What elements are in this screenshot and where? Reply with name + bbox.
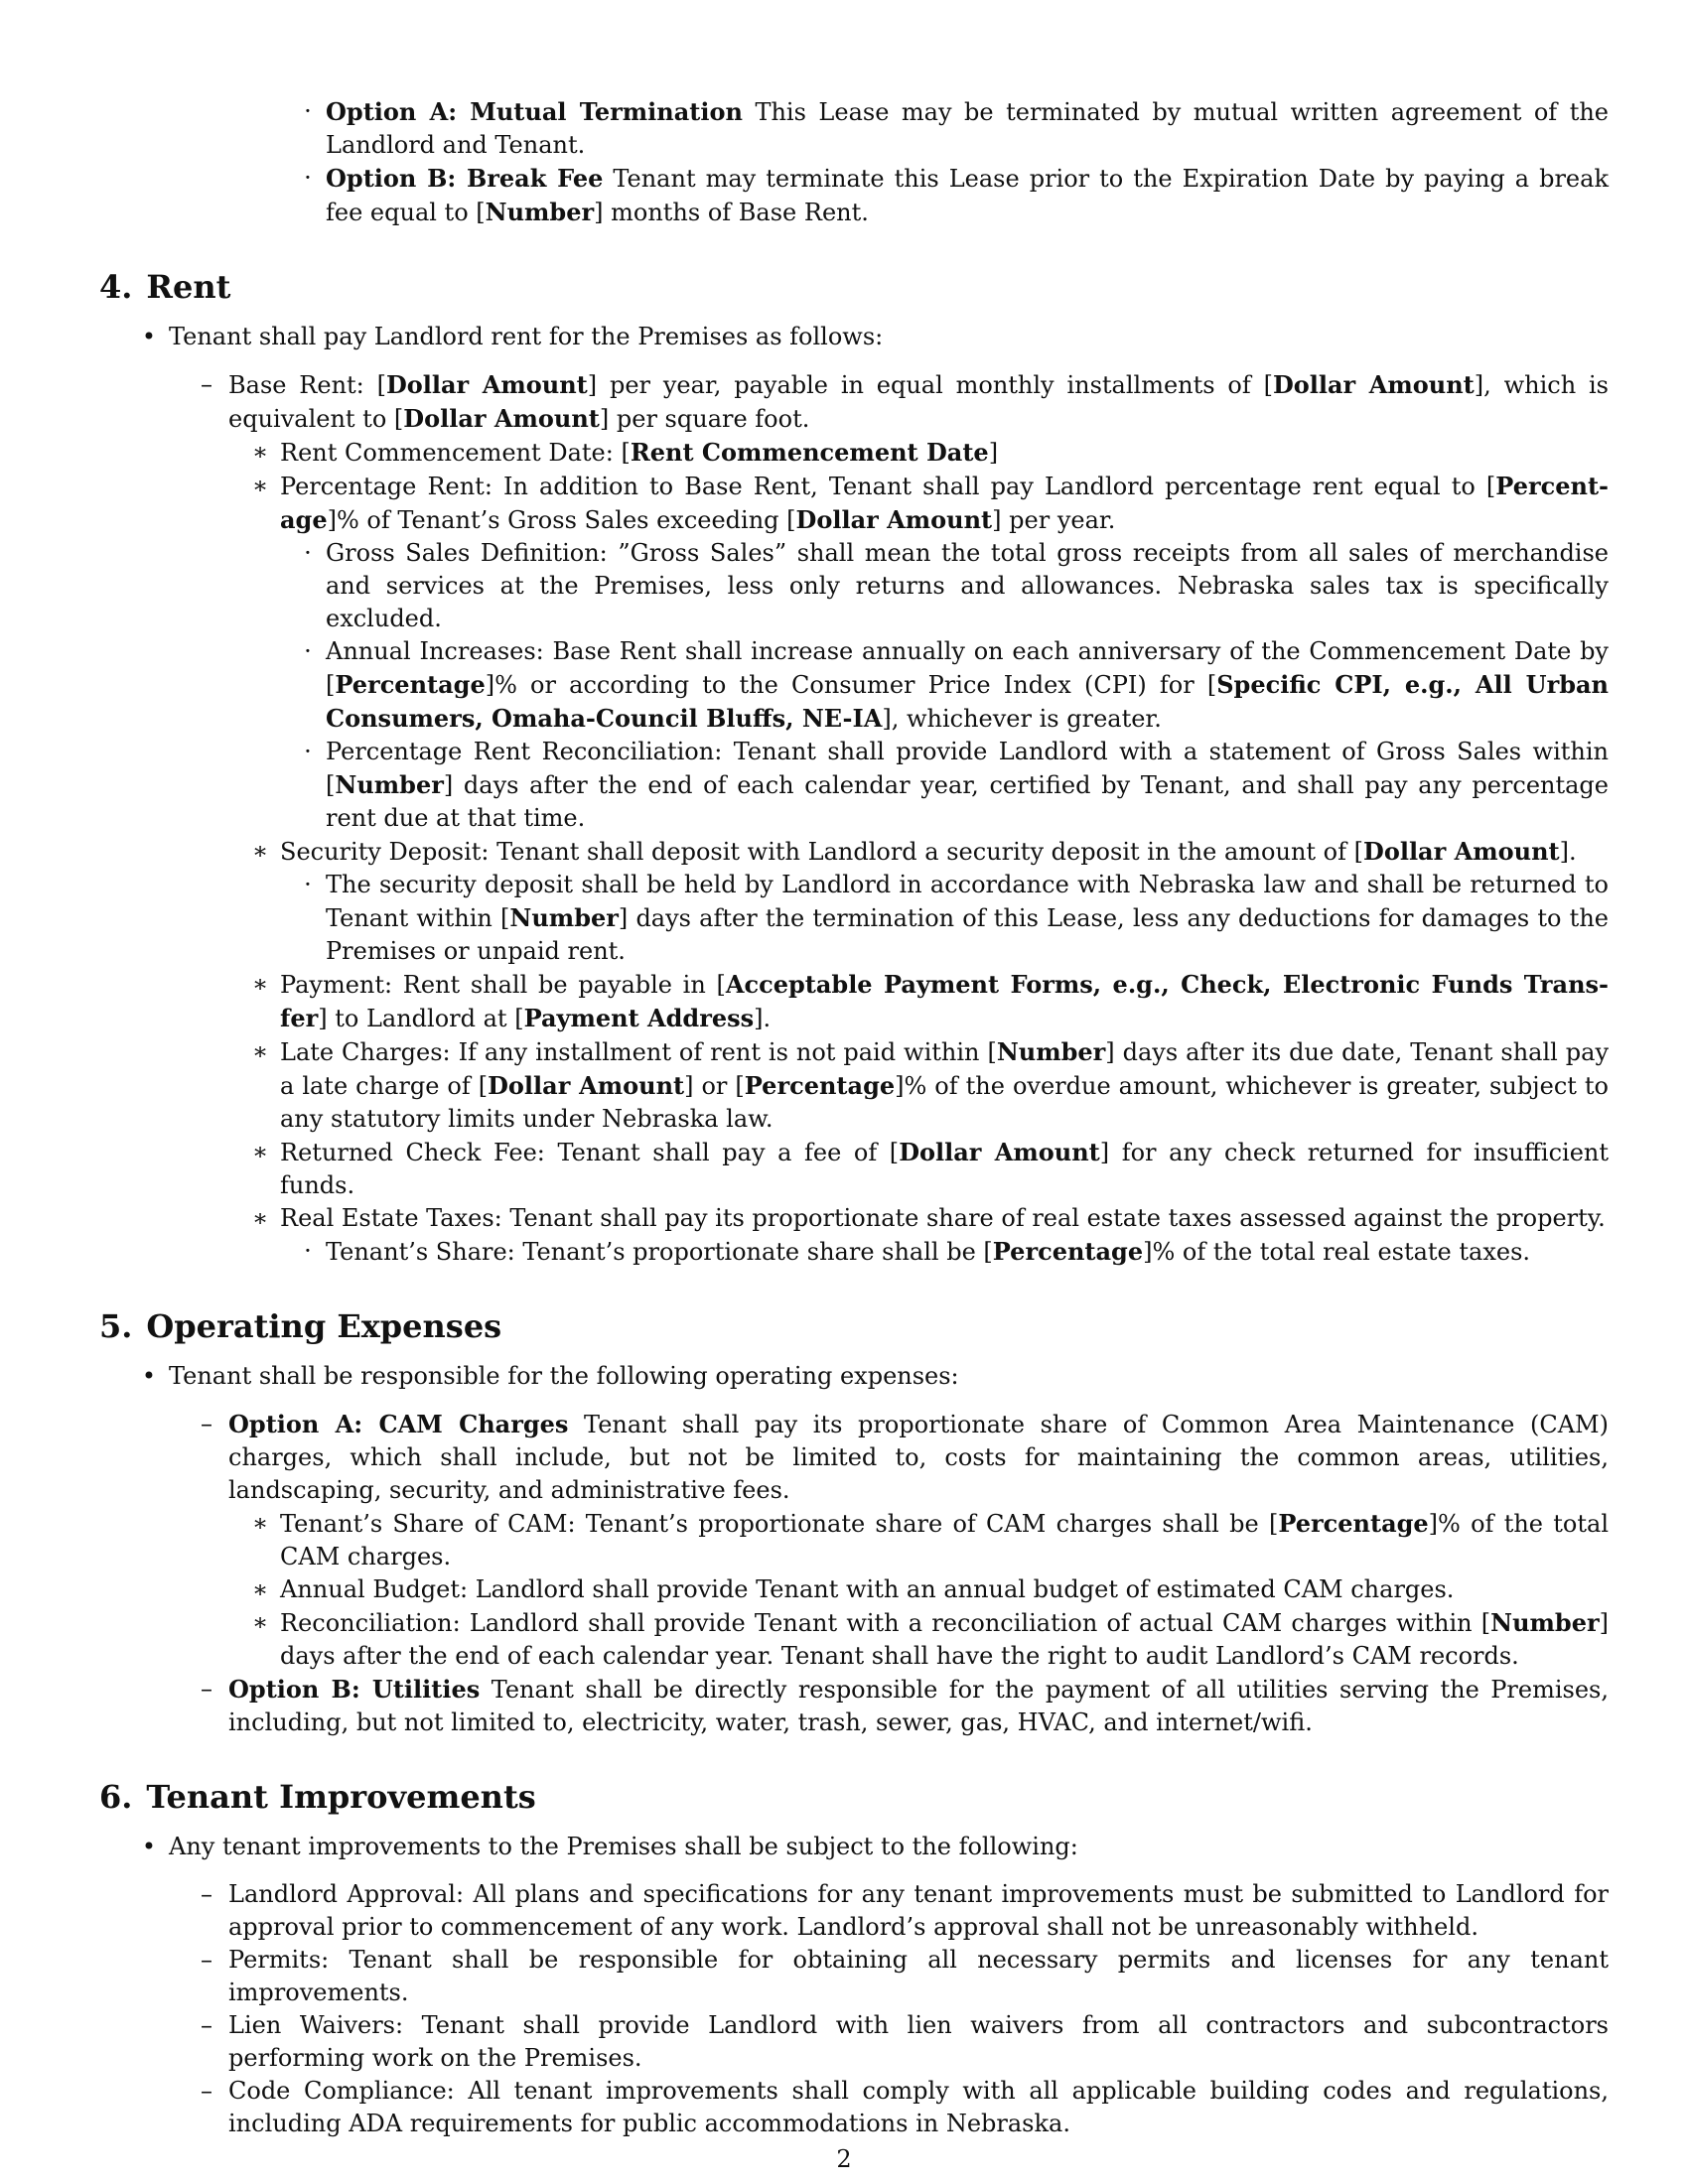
payment: ∗ Payment: Rent shall be payable in [Acceptable Payment Forms, e.g., Check, Electronic Funds Trans-fer] to Landlord at [Payment Address]. — [251, 970, 1610, 1032]
dash-marker: – — [201, 2077, 212, 2105]
star-marker: ∗ — [251, 1575, 269, 1603]
permits: – Permits: Tenant shall be responsible for obtaining all necessary permits and licenses for any tenant improvements. — [228, 1944, 1609, 2009]
bullet-marker: • — [141, 323, 157, 350]
placeholder: Percentage — [335, 670, 486, 699]
percentage-rent-reconciliation: · Percentage Rent Reconciliation: Tenant shall provide Landlord with a statement of Gross Sales within [Number] days after the end of each calendar year, certified by Tenant, and shall pay any percentage rent due at that time. — [326, 736, 1609, 835]
cam-share: ∗ Tenant’s Share of CAM: Tenant’s proportionate share of CAM charges shall be [Percentage]% of the total CAM charges. — [251, 1509, 1609, 1570]
placeholder: Dollar Amount — [1272, 370, 1475, 399]
star-marker: ∗ — [251, 438, 269, 466]
real-estate-taxes: ∗ Real Estate Taxes: Tenant shall pay its proportionate share of real estate taxes assessed against the property. — [280, 1202, 1609, 1235]
option-title: Option B: Break Fee — [326, 164, 604, 193]
placeholder: Number — [1490, 1608, 1600, 1637]
document-page — [99, 95, 1609, 2140]
bullet-marker: • — [141, 1833, 157, 1860]
placeholder: Rent Commencement Date — [630, 438, 989, 467]
section-heading-operating-expenses: 5. Operating Expenses — [99, 1307, 502, 1345]
dot-marker: · — [304, 539, 312, 567]
base-rent: – Base Rent: [Dollar Amount] per year, payable in equal monthly installments of [Dollar Amount], which is equivalent to [Dollar Amount] per square foot. — [228, 368, 1609, 436]
dash-marker: – — [201, 1880, 212, 1908]
option-a-cam-charges: – Option A: CAM Charges Tenant shall pay its proportionate share of Common Area Maintenance (CAM) charges, which shall include, but not be limited to, costs for maintaining the common areas, utilities, landscaping, security, and administrative fees. — [228, 1408, 1609, 1507]
bullet-marker: • — [141, 1362, 157, 1390]
annual-budget: ∗ Annual Budget: Landlord shall provide Tenant with an annual budget of estimated CAM charges. — [280, 1573, 1609, 1606]
termination-option-a: · Option A: Mutual Termination This Lease may be terminated by mutual written agreement of the Landlord and Tenant. — [326, 95, 1609, 162]
placeholder: Percentage — [1278, 1509, 1429, 1538]
dot-marker: · — [304, 738, 312, 765]
option-title: Option B: Utilities — [228, 1675, 481, 1704]
dot-marker: · — [304, 637, 312, 665]
star-marker: ∗ — [251, 970, 269, 998]
late-charges: ∗ Late Charges: If any installment of rent is not paid within [Number] days after its due date, Tenant shall pay a late charge of [Dollar Amount] or [Percentage]% of the overdue amount, whichever is greater, subject to any statutory limits under Nebraska law. — [251, 1037, 1610, 1133]
dash-marker: – — [201, 1675, 212, 1703]
landlord-approval: – Landlord Approval: All plans and specifications for any tenant improvements must be submitted to Landlord for approval prior to commencement of any work. Landlord’s approval shall not be unreasonably withheld. — [228, 1878, 1609, 1944]
gross-sales-definition: · Gross Sales Definition: ”Gross Sales” shall mean the total gross receipts from all sales of merchandise and services at the Premises, less only returns and allowances. Nebraska sales tax is specifically excluded. — [326, 537, 1609, 635]
option-title: Option A: Mutual Termination — [326, 97, 743, 126]
placeholder: Dollar Amount — [1363, 837, 1560, 866]
placeholder: Number — [485, 198, 595, 226]
page-number: 2 — [836, 2145, 852, 2173]
security-deposit: ∗ Security Deposit: Tenant shall deposit with Landlord a security deposit in the amount of [Dollar Amount]. — [251, 837, 1577, 866]
option-title: Option A: CAM Charges — [228, 1410, 569, 1438]
placeholder: Dollar Amount — [488, 1071, 685, 1100]
dash-marker: – — [201, 370, 212, 398]
lien-waivers: – Lien Waivers: Tenant shall provide Landlord with lien waivers from all contractors and subcontractors performing work on the Premises. — [228, 2009, 1609, 2075]
section-heading-rent: 4. Rent — [99, 268, 231, 306]
rent-commencement-date: ∗ Rent Commencement Date: [Rent Commencement Date] — [251, 438, 999, 467]
placeholder: Percentage — [744, 1071, 896, 1100]
placeholder: Specific CPI, e.g., All Urban Consumers, Omaha-Council Bluffs, NE-IA — [326, 670, 1610, 733]
security-deposit-held: · The security deposit shall be held by Landlord in accordance with Nebraska law and shall be returned to Tenant within [Number] days after the termination of this Lease, less any deductions for damages to the Premises or unpaid rent. — [326, 869, 1609, 968]
star-marker: ∗ — [251, 837, 269, 865]
operating-lead: • Tenant shall be responsible for the following operating expenses: — [169, 1360, 1609, 1393]
star-marker: ∗ — [251, 1204, 269, 1232]
option-b-utilities: – Option B: Utilities Tenant shall be directly responsible for the payment of all utilities serving the Premises, including, but not limited to, electricity, water, trash, sewer, gas, HVAC, and internet/wifi. — [228, 1673, 1609, 1739]
placeholder: Payment Address — [523, 1004, 755, 1032]
dot-marker: · — [304, 871, 312, 898]
dash-marker: – — [201, 2011, 212, 2039]
dot-marker: · — [304, 97, 312, 125]
star-marker: ∗ — [251, 1509, 269, 1537]
returned-check-fee: ∗ Returned Check Fee: Tenant shall pay a fee of [Dollar Amount] for any check returned for insufficient funds. — [251, 1138, 1610, 1199]
dot-marker: · — [304, 1237, 312, 1265]
placeholder: Number — [509, 903, 619, 932]
placeholder: Percent-age — [280, 472, 1609, 534]
placeholder: Percentage — [992, 1237, 1144, 1266]
tenants-share-taxes: · Tenant’s Share: Tenant’s proportionate share shall be [Percentage]% of the total real estate taxes. — [326, 1235, 1609, 1269]
rent-lead: • Tenant shall pay Landlord rent for the Premises as follows: — [169, 321, 1609, 353]
placeholder: Number — [996, 1037, 1106, 1066]
star-marker: ∗ — [251, 472, 269, 499]
star-marker: ∗ — [251, 1037, 269, 1065]
section-heading-tenant-improvements: 6. Tenant Improvements — [99, 1778, 536, 1816]
placeholder: Acceptable Payment Forms, e.g., Check, Electronic Funds Trans-fer — [280, 970, 1610, 1032]
placeholder: Dollar Amount — [795, 505, 993, 534]
cam-reconciliation: ∗ Reconciliation: Landlord shall provide Tenant with a reconciliation of actual CAM charges within [Number] days after the end of each calendar year. Tenant shall have the right to audit Landlord’s CAM records. — [251, 1608, 1609, 1670]
dash-marker: – — [201, 1410, 212, 1437]
termination-option-b: · Option B: Break Fee Tenant may terminate this Lease prior to the Expiration Date by paying a break fee equal to [Number] months of Base Rent. — [326, 162, 1609, 229]
code-compliance: – Code Compliance: All tenant improvements shall comply with all applicable building codes and regulations, including ADA requirements for public accommodations in Nebraska. — [228, 2075, 1609, 2140]
placeholder: Dollar Amount — [899, 1138, 1100, 1166]
percentage-rent: ∗ Percentage Rent: In addition to Base Rent, Tenant shall pay Landlord percentage rent equal to [Percent-age]% of Tenant’s Gross Sales exceeding [Dollar Amount] per year. — [251, 472, 1609, 534]
annual-increases: · Annual Increases: Base Rent shall increase annually on each anniversary of the Commencement Date by [Percentage]% or according to the Consumer Price Index (CPI) for [Specific CPI, e.g., All Urban Consumers, Omaha-Council Bluffs, NE-IA], whichever is greater. — [326, 635, 1609, 736]
improvements-lead: • Any tenant improvements to the Premises shall be subject to the following: — [169, 1831, 1609, 1863]
placeholder: Number — [335, 770, 444, 799]
star-marker: ∗ — [251, 1608, 269, 1636]
placeholder: Dollar Amount — [403, 404, 600, 433]
star-marker: ∗ — [251, 1138, 269, 1165]
placeholder: Dollar Amount — [385, 370, 588, 399]
dot-marker: · — [304, 164, 312, 192]
dash-marker: – — [201, 1946, 212, 1974]
